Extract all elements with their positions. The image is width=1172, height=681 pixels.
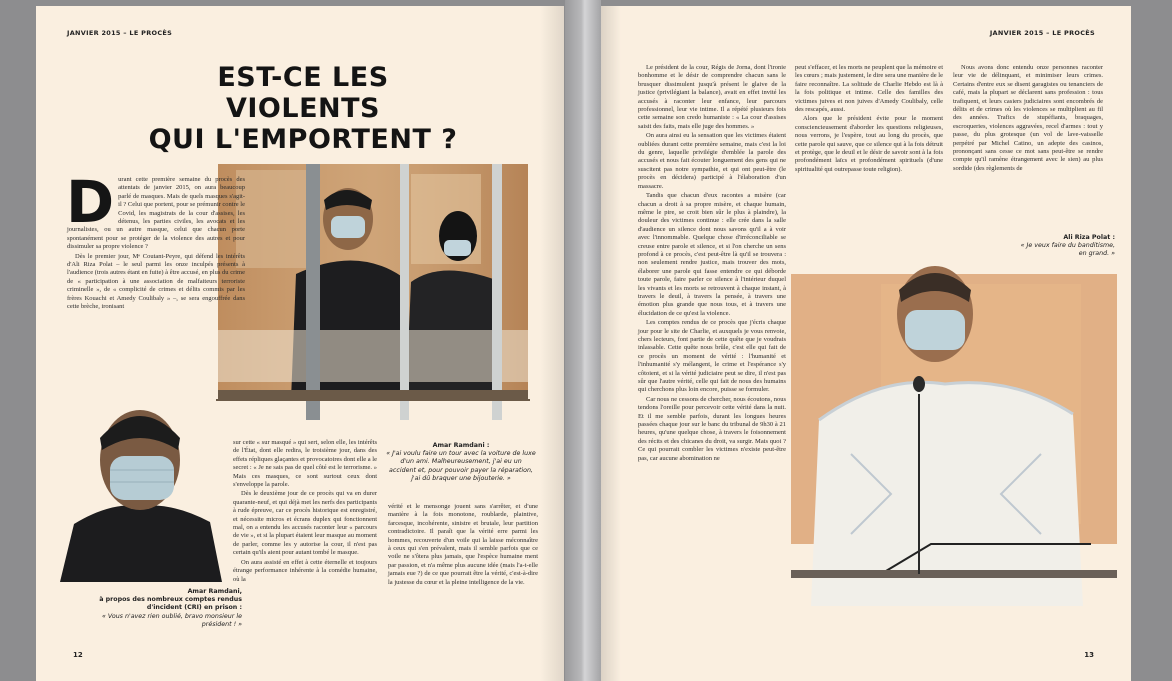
polat-illustration (791, 244, 1117, 606)
folio-left: 12 (73, 651, 83, 659)
running-head-right: JANVIER 2015 – LE PROCÈS (989, 29, 1095, 37)
caption-quote: « Je veux faire du banditisme, en grand. » (1020, 242, 1115, 258)
paragraph: vérité et le mensonge jouent sans s'arrêter, et d'une manière à la fois monotone, roublarde, plaintive, farcesque, incohérente, sinistre et brutale, leur partition contradictoire. Il paraît que la vérité erre parmi les hommes, recouverte d'un voile qui la laisse méconnaître à ceux qui s'en prévalent, mais il semble parfois que ce voile ne s'ôtera plus jamais, que l'espèce humaine ment par passion, et n'a même plus aucune idée (mais l'a-t-elle jamais eue ?) de ce que pourrait être la vérité, c'est-à-dire la justesse du cœur et la pleine intelligence de la vie. (388, 503, 538, 586)
courtroom-illustration (196, 164, 546, 420)
caption-quote: « J'ai voulu faire un tour avec la voiture de luxe d'un ami. Malheureusement, j'ai eu un accident et, pour pouvoir payer la réparation, j'ai dû braquer une bijouterie. » (386, 450, 536, 482)
article-column-6 (953, 64, 1103, 174)
headline-line-1: EST-CE LES VIOLENTS (217, 62, 389, 124)
paragraph: On aura assisté en effet à cette éternelle et toujours étrange performance inhérente à la comédie humaine, où la (233, 558, 377, 583)
paragraph: Dès le deuxième jour de ce procès qui va en durer quarante-neuf, et qui déjà met les nerfs des participants à rude épreuve, car ce procès historique est enregistré, et nécessite micros et écrans duplex qui fonctionnent mal, on a entendu les accusés raconter leur « parcours de vie », et si la plupart étaient leur masque au moment de parler, comme les y autorise la cour, il n'est pas certain qu'ils aient pour autant tombé le masque. (233, 490, 377, 557)
gutter-shadow-right (601, 6, 621, 681)
paragraph: Les comptes rendus de ce procès que j'écris chaque jour pour le site de Charlie, et auxquels je vous renvoie, chers lecteurs, font partie de cette quête que je voudrais inlassable. Cette quête nous brûle, c'est elle qui fait de ce procès un moment de vérité : l'humanité et l'inhumanité s'y mélangent, le crime et l'espérance s'y côtoient, et si la vérité judiciaire peut se dire, il n'est pas sûr que l'autre vérité, celle qui fait de nous des humains qui cherchons plus loin encore, puisse se formuler. (638, 319, 786, 394)
dropcap: D (66, 168, 115, 236)
spread-gutter (565, 0, 601, 681)
paragraph: Alors que le président évite pour le moment consciencieusement d'aborder les questions religieuses, nous verrons, je l'espère, tout au long du procès, que cette parole qui sauve, que ce silence qui à la fois détruit et protège, que le deuil et le désir de savoir sont à la fois profondément laïcs et profondément spirituels (d'une spiritualité qui outrepasse toute religion). (795, 115, 943, 173)
running-head-left: JANVIER 2015 – LE PROCÈS (67, 29, 173, 37)
ramdani-portrait-illustration (54, 398, 228, 582)
left-page (36, 6, 564, 681)
paragraph-text: urant cette première semaine du procès des attentats de janvier 2015, on aura beaucoup parlé de masques. Mais de quels masques s'agit-il ? Celui que portent, pour se prémunir contre le Covid, les magistrats de la cour d'assises, les détenus, les parties civiles, les avocats et les journalistes, ou un autre masque, celui que chacun porte spontanément pour se protéger de la violence des autres et pour dissimuler sa propre violence ? (67, 176, 245, 251)
folio-right: 13 (1084, 651, 1094, 659)
paragraph: Car nous ne cessons de chercher, nous écoutons, nous tendons l'oreille pour percevoir cette vérité dans la nuit. Et il me semble parfois, durant les longues heures passées chaque jour sur le banc du tribunal de 9h30 à 21 heures, qu'une quelque chose, à travers le foisonnement des récits et des chicanes du droit, va surgir. Mais quoi ? Ce qui pourrait combler les victimes n'existe peut-être pas, car aucune abomination ne (638, 395, 786, 462)
paragraph (66, 168, 245, 252)
paragraph: sur cette « sur masqué » qui sert, selon elle, les intérêts de l'État, dont elle redira, le troisième jour, dans des effets répliques glaçantes et provocatoires dont elle a le secret : « Je ne sais pas de quel côté est le terrorisme. » Mais ces masques, ce sont surtout ceux dont s'enveloppe la parole. (233, 439, 377, 489)
article-column-2 (233, 439, 377, 585)
paragraph: Le président de la cour, Régis de Jorna, dont l'ironie bonhomme et le désir de comprendre chacun sans le brusquer dissimulent jusqu'à présent le glaive de la justice (privilégiant la balance), avait en effet invité les accusés à raconter leur enfance, leur parcours professionnel, leur vie intime. Il a répété plusieurs fois cette semaine son credo humaniste : « La cour d'assises saisit des faits, mais elle juge des hommes. » (638, 64, 786, 130)
paragraph: Tandis que chacun d'eux racontes a misère (car chacun a droit à sa propre misère, et chaque humain, même le pire, se croit bien sûr le plus à plaindre), la douleur des victimes continue : elle crée dans la salle d'audience un silence dont nous savons qu'il a à voir avec l'innommable. Quelque chose d'irréconciliable se creuse entre parole et silence, et si l'on cherche un sens profond à ce procès, c'est peut-être là qu'il se trouvera : non seulement rendre justice, mais trouver des mots, élaborer une parole qui fasse entendre ce qui déborde toute parole, faire parler ce silence à l'intérieur duquel les vivants et les morts se retrouvent à chaque instant, à travers le deuil, à travers la pensée, à travers une émotion plus grande que nous tous, et à travers une élucidation de ce qu'est la violence. (638, 192, 786, 317)
paragraph: Dès le premier jour, Mᵉ Coutant-Peyre, qui défend les intérêts d'Ali Riza Polat – le seul parmi les onze inculpés présents à l'audience (trois autres étant en fuite) à être accusé, en plus du crime de « participation à une association de malfaiteurs terroriste criminelle », de « complicité de crimes et délits commis par les frères Kouachi et Amedy Coulibaly » –, se sera engouffrée dans cette brèche, ironisant (67, 252, 245, 311)
paragraph: peut s'effacer, et les morts ne peuplent que la mémoire et les cœurs ; mais justement, le dire sera une manière de le faire reconnaître. La solitude de Charlie Hebdo est là à la fois politique et intime. Celle des familles des victimes juives et non juives d'Amedy Coulibaly, celle des rescapés, aussi. (795, 64, 944, 114)
caption-ramdani-center (386, 442, 536, 483)
headline-line-2: QUI L'EMPORTENT ? (148, 124, 458, 155)
caption-quote: « Vous n'avez rien oublié, bravo monsieur le président ! » (102, 612, 242, 628)
right-page (601, 6, 1131, 681)
paragraph: On aura ainsi eu la sensation que les victimes étaient oubliées durant cette première semaine, mais c'est la loi du genre, laquelle privilégie d'emblée la parole des accusés et nous fait écouter longuement des gens qui ne suscitent pas notre sympathie, et qui ont peut-être (le procès en décidera) participé à l'élaboration d'un massacre. (638, 132, 786, 190)
article-column-4 (638, 64, 786, 464)
caption-speaker: Ali Riza Polat : (1063, 234, 1115, 241)
caption-speaker: Amar Ramdani, (187, 588, 242, 595)
article-column-3 (388, 503, 538, 588)
article-column-5 (795, 64, 943, 175)
caption-polat (1019, 234, 1115, 259)
caption-context: à propos des nombreux comptes rendus d'incident (CRI) en prison : (99, 596, 242, 612)
paragraph: Nous avons donc entendu onze personnes raconter leur vie de délinquant, et minimiser leurs crimes. Certains d'entre eux se disent garagistes ou tenanciers de café, mais la plupart se déclarent sans profession : tous trafiquent, et leurs casiers judiciaires sont encombrés de délits et de crimes où les violences se multiplient au fil des années. Trafics de stupéfiants, braquages, escroqueries, violences aggravées, recel d'armes : tout y passe, du plus grotesque (un vol de lave-vaisselle perpétré par Michel Catino, un adepte des casinos, prononçant sans cesse ce mot sans peut-être se rendre compte qu'il ramène étrangement avec le sien) au plus sordide (des règlements de (953, 64, 1103, 172)
caption-ramdani-bottom (94, 588, 242, 629)
caption-speaker: Amar Ramdani : (432, 442, 490, 449)
headline (138, 62, 468, 155)
gutter-shadow-left (540, 6, 564, 681)
article-column-1 (66, 168, 245, 313)
